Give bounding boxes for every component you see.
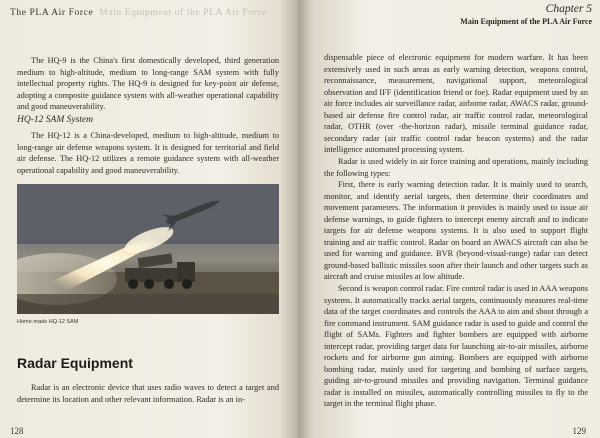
- right-page: [298, 0, 600, 438]
- hq12-paragraph: The HQ-12 is a China-developed, medium to high-altitude, medium to long-range air defense weapons system. It is designed for territorial and field air defense. The HQ-12 utilizes a remote guidance system with all-weather operational capability and good maneuverability.: [17, 131, 279, 175]
- radar-intro-paragraph: Radar is an electronic device that uses radio waves to detect a target and determine its location and other relevant information. Radar is an in-: [17, 383, 279, 404]
- radar-types-paragraph: Radar is used widely in air force training and operations, mainly including the following types:: [324, 157, 588, 178]
- chapter-label: Chapter 5: [545, 3, 592, 15]
- running-head-left: [10, 8, 267, 18]
- foreground-dirt: [17, 294, 279, 314]
- weapon-control-radar-paragraph: Second is weapon control radar. Fire control radar is used in AAA weapons systems. It automatically tracks aerial targets, continuously measures real-time data of the target coordinates and controls the AAA to aim and shoot through a fire command instrument. SAM guidance radar is used to guide and control the flight of SAMs. Fighters and fighter bombers are equipped with airborne intercept radar, providing target data for launching air-to-air missiles, airborne rockets and for airborne gun aiming. Bombers are equipped with airborne bombing radar, mainly used for targeting and bombing of surface targets, guiding air-to-ground missiles and providing navigation. Terminal guidance radar is installed on missiles, automatically controlling missiles to fly to the target in the terminal flight phase.: [324, 284, 588, 408]
- page-number-right: 129: [572, 426, 586, 436]
- left-page: [0, 0, 298, 438]
- hq12-subheading: HQ-12 SAM System: [17, 115, 93, 125]
- bleed-through-head: Main Equipment of the PLA Air Force: [99, 8, 267, 18]
- page-number-left: 128: [10, 426, 24, 436]
- running-head-right: [460, 3, 592, 27]
- section-title-radar: Radar Equipment: [17, 355, 133, 371]
- photo-caption: Home-made HQ-12 SAM: [17, 319, 79, 325]
- running-head-text: The PLA Air Force: [10, 8, 94, 18]
- missile-launch-illustration: [17, 184, 279, 314]
- hq9-paragraph: The HQ-9 is the China's first domestically developed, third generation medium to high-altitude, medium to long-range SAM system with fully intellectual property rights. The HQ-9 is designed for key-point air defense, adopting a composite guidance system with all-weather operational capability and good maneuverability.: [17, 56, 279, 111]
- hq12-launch-photo: [17, 184, 279, 314]
- early-warning-radar-paragraph: First, there is early warning detection radar. It is mainly used to search, monitor, and identify aerial targets, then determine their coordinates and movement parameters. The information it provides is mainly used to issue air defense warnings, to guide fighters to intercept enemy aircraft and to indicate targets for air defense weapons systems. It is also used to support flight training and air traffic control. Radar on board an AWACS aircraft can also be used for warning and guidance. BVR (beyond-visual-range) radar can detect ground-based ballistic missiles soon after their launch and other targets such as aircraft and cruise missiles at low altitude.: [324, 180, 588, 281]
- chapter-title: Main Equipment of the PLA Air Force: [460, 17, 592, 26]
- radar-continued-paragraph: dispensable piece of electronic equipment for modern warfare. It has been extensively used in such areas as early warning detection, weapons control, reconnaissance, measurement, navigational support, meteorological observation and IFF (identification friend or foe). Radar equipment used by an air force includes air surveillance radar, airborne radar, AWACS radar, ground-based air defense fire control radar, air traffic control radar, meteorological radar, OTHR (over -the-horizon radar), missile terminal guidance radar, secondary radar (air traffic control radar beacon systems) and the radar intelligence automated processing system.: [324, 53, 588, 154]
